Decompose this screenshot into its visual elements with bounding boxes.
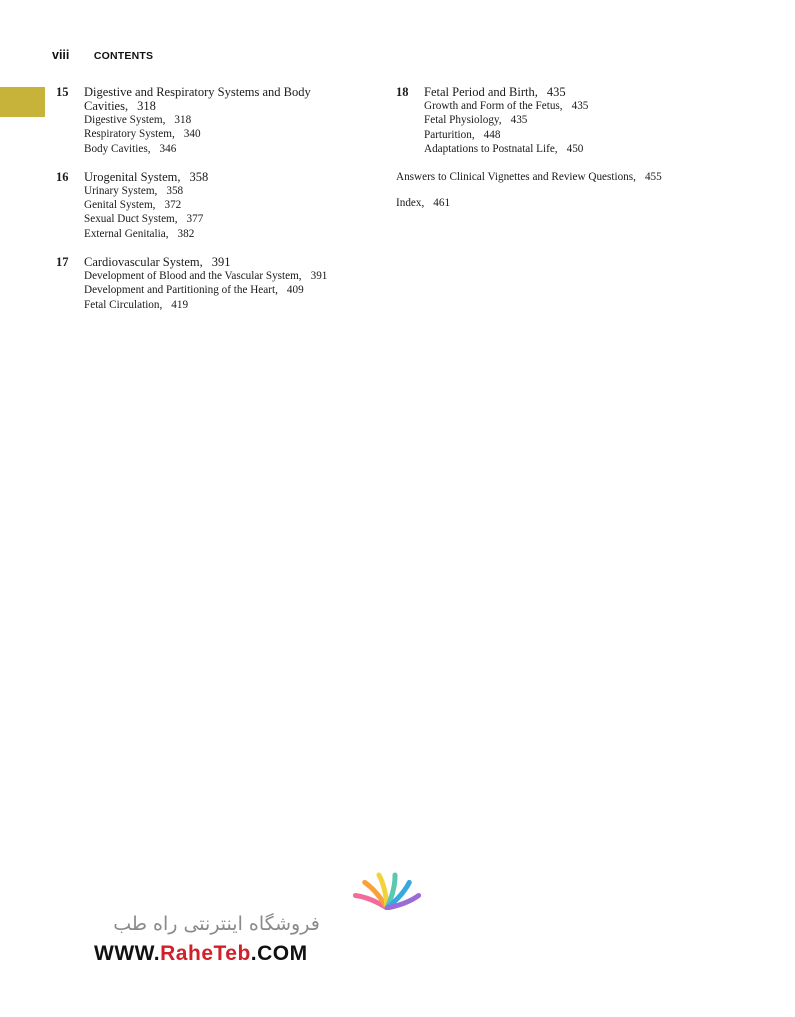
section-page: 450 [566,142,584,155]
section-entry [84,283,346,297]
section-page: 391 [310,270,328,283]
chapter-entry [56,85,346,156]
chapter-page: 391 [211,255,231,270]
backmatter-entry [396,170,686,184]
section-page: 419 [171,298,189,311]
section-page: 377 [186,213,204,226]
chapter-title [84,85,346,113]
section-entry [84,184,346,198]
chapter-title-text: Digestive and Respiratory Systems and Body [84,85,311,99]
toc-column-left [56,85,346,326]
chapter-number: 18 [396,85,409,99]
backmatter-page: 461 [433,197,451,210]
section-title: Sexual Duct System, [84,213,178,226]
chapter-body [84,85,346,156]
section-entry [84,127,346,141]
chapter-body [84,170,346,241]
chapter-title [84,170,346,184]
running-header [52,46,153,64]
page-number: viii [52,48,70,62]
section-entry [424,128,686,142]
watermark-persian-text: فروشگاه اینترنتی راه طب [113,913,320,935]
backmatter-page: 455 [644,171,662,184]
chapter-entry [396,85,686,156]
section-page: 318 [174,114,192,126]
chapter-entry [56,255,346,312]
section-title: Adaptations to Postnatal Life, [424,142,558,155]
chapter-tab-marker [0,87,45,117]
watermark-logo [94,868,339,968]
section-title: Development of Blood and the Vascular System, [84,270,302,283]
section-entry [424,99,686,113]
chapter-page: 318 [137,99,156,113]
section-title: Digestive System, [84,114,166,126]
section-title: Urinary System, [84,184,158,197]
header-title: CONTENTS [93,50,154,62]
chapter-title-line [424,85,686,99]
chapter-title-line [84,99,346,113]
chapter-title-line [84,85,346,99]
section-entry [84,298,346,312]
section-entry [424,142,686,156]
section-page: 409 [286,284,304,297]
watermark-url [94,942,308,966]
section-page: 435 [571,100,589,112]
url-brand: RaheTeb [160,942,251,965]
section-entry [424,113,686,127]
chapter-title [424,85,686,99]
open-book-icon [344,868,430,910]
chapter-title-line [84,255,346,269]
chapter-page: 358 [189,169,209,184]
section-entry [84,269,346,283]
section-title: External Genitalia, [84,227,169,240]
backmatter-entry [396,196,686,210]
section-entry [84,113,346,127]
chapter-title-text: Cavities, [84,99,129,113]
chapter-body [84,255,346,312]
section-page: 372 [164,199,182,212]
chapter-title-text: Cardiovascular System, [84,255,203,270]
section-entry [84,142,346,156]
chapter-title-text: Fetal Period and Birth, [424,85,538,99]
section-page: 358 [166,184,184,197]
section-page: 346 [159,142,177,155]
section-title: Growth and Form of the Fetus, [424,100,563,112]
section-entry [84,212,346,226]
section-page: 340 [183,128,201,141]
chapter-number: 16 [56,169,69,184]
chapter-number: 15 [56,85,69,99]
section-entry [84,198,346,212]
section-entry [84,227,346,241]
chapter-title-line [84,170,346,184]
backmatter-title: Answers to Clinical Vignettes and Review Questions, [396,171,636,184]
chapter-entry [56,170,346,241]
backmatter-title: Index, [396,197,425,210]
section-title: Fetal Physiology, [424,114,502,127]
section-title: Development and Partitioning of the Heart, [84,284,278,297]
section-page: 435 [510,114,528,127]
section-page: 448 [483,128,501,141]
chapter-page: 435 [546,85,566,99]
section-page: 382 [177,227,195,240]
section-title: Genital System, [84,199,156,212]
chapter-title-text: Urogenital System, [84,169,181,184]
url-prefix: WWW. [94,942,161,965]
section-title: Body Cavities, [84,142,151,155]
section-title: Respiratory System, [84,128,175,141]
toc-column-right [396,85,686,222]
chapter-title [84,255,346,269]
section-title: Parturition, [424,128,475,141]
chapter-number: 17 [56,255,69,270]
section-title: Fetal Circulation, [84,298,163,311]
chapter-body [424,85,686,156]
url-suffix: .COM [250,942,308,965]
